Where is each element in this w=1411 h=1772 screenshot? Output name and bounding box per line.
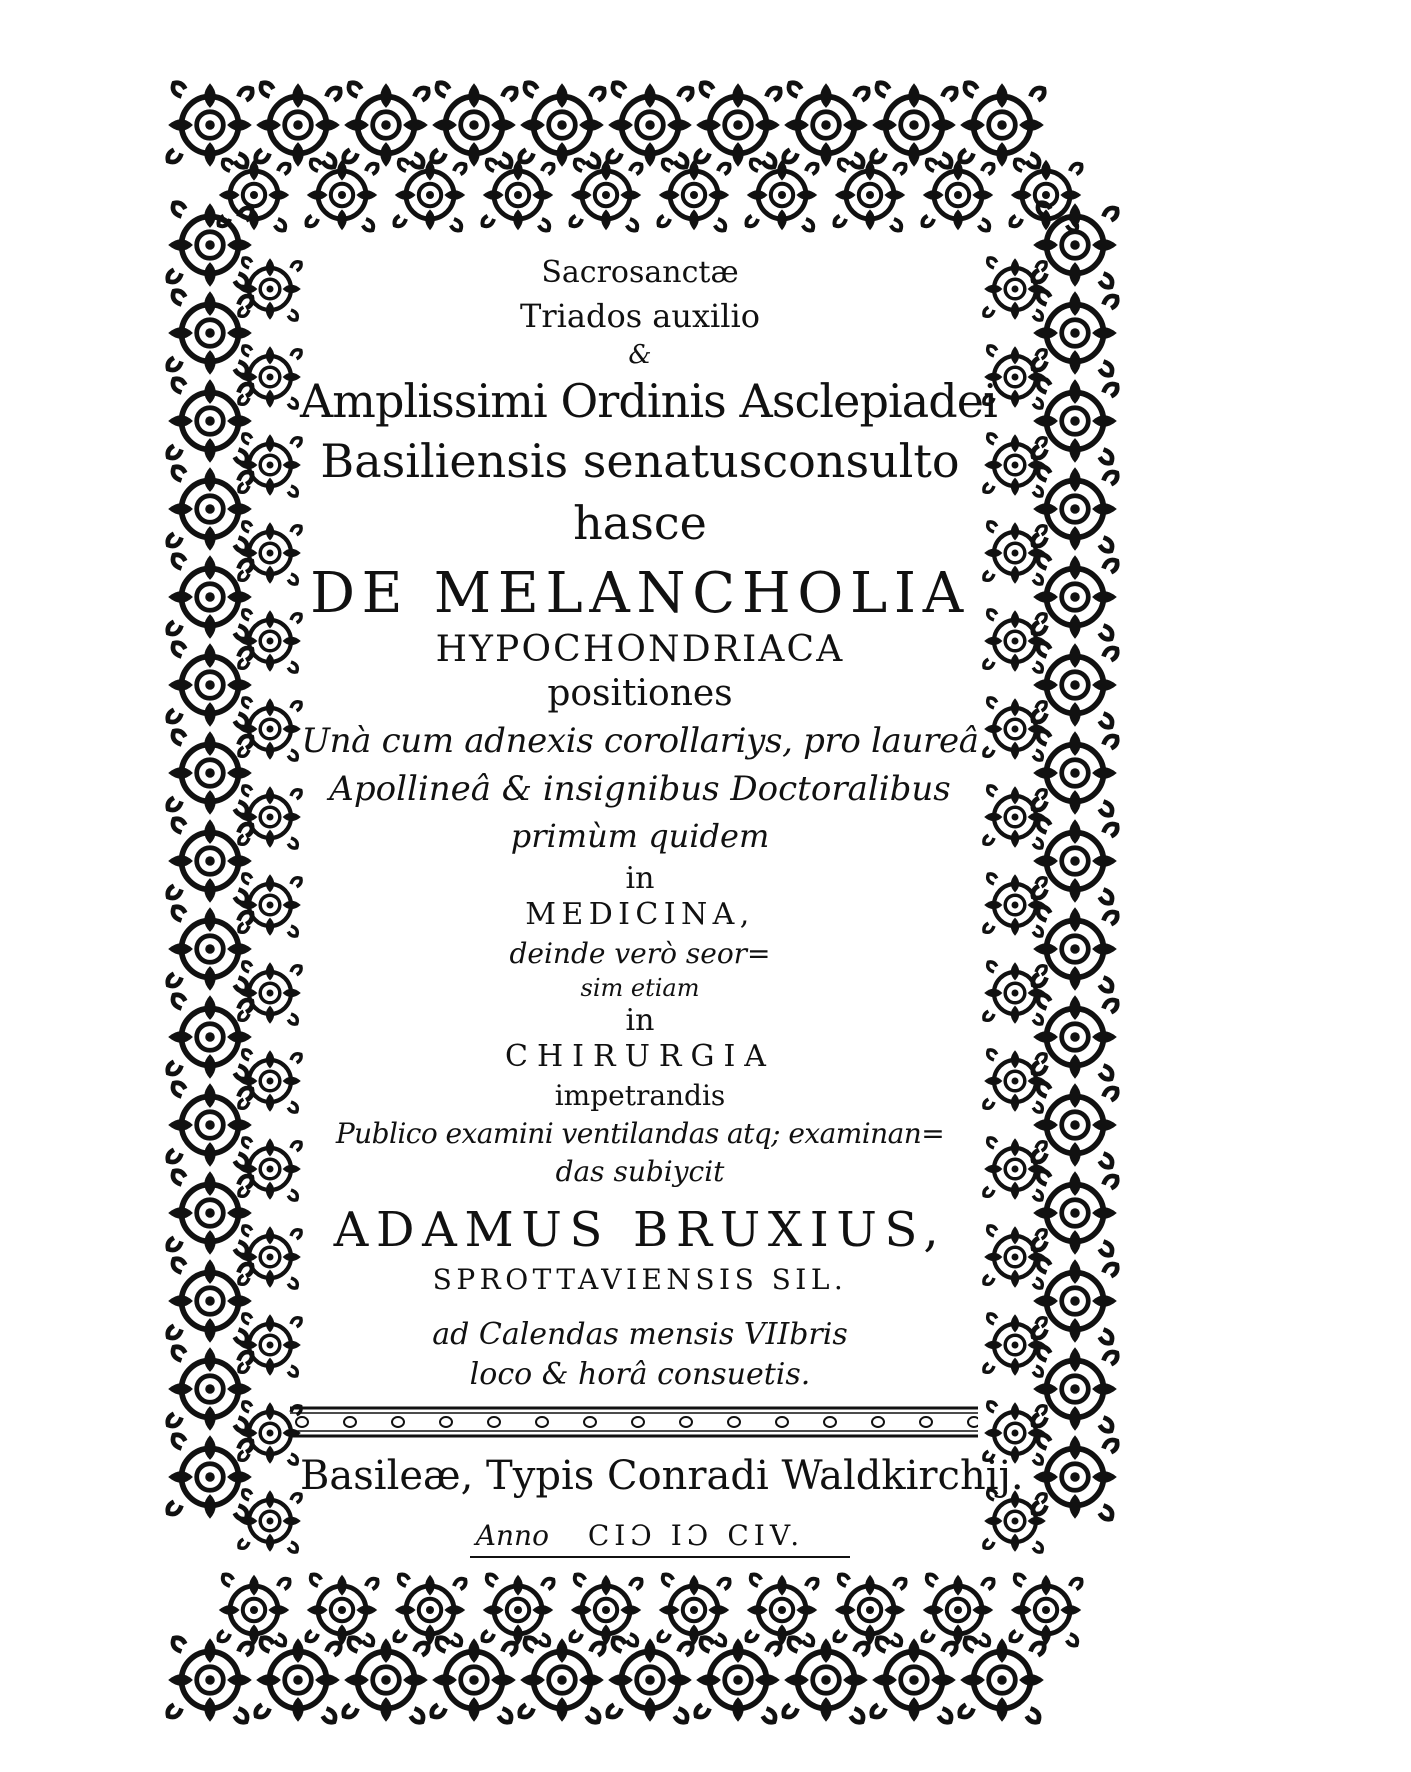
title-line-das-subiycit: das subiycit — [555, 1155, 725, 1188]
border-ornament — [960, 1638, 1044, 1722]
border-ornament — [1033, 467, 1117, 551]
border-ornament — [306, 159, 377, 230]
rule-bead — [296, 1417, 308, 1427]
border-ornament — [1033, 1435, 1117, 1519]
border-ornament — [344, 83, 428, 167]
decorative-rule — [290, 1404, 978, 1440]
border-ornament — [570, 159, 641, 230]
date-line-2: loco & horâ consuetis. — [469, 1357, 811, 1392]
border-ornament — [746, 1574, 817, 1645]
title-line-una-cum: Unà cum adnexis corollariys, pro laureâ — [301, 721, 979, 761]
border-ornament — [239, 610, 301, 672]
border-ornament — [432, 83, 516, 167]
rule-bead — [824, 1417, 836, 1427]
border-ornament — [872, 1638, 956, 1722]
border-ornament — [1033, 907, 1117, 991]
rule-bead — [920, 1417, 932, 1427]
border-ornament — [834, 1574, 905, 1645]
border-ornament — [239, 434, 301, 496]
border-ornament — [168, 1347, 252, 1431]
border-ornament — [746, 159, 817, 230]
border-ornament — [239, 786, 301, 848]
border-ornament — [218, 159, 289, 230]
border-ornament — [1033, 291, 1117, 375]
rule-bead — [536, 1417, 548, 1427]
border-ornament — [239, 962, 301, 1024]
border-ornament — [872, 83, 956, 167]
title-line-publico: Publico examini ventilandas atq; examinan= — [335, 1117, 945, 1150]
border-ornament — [168, 1259, 252, 1343]
border-ornament — [168, 1083, 252, 1167]
border-ornament — [239, 346, 301, 408]
title-line-sim-etiam: sim etiam — [580, 974, 700, 1002]
border-ornament — [608, 83, 692, 167]
border-ornament — [520, 83, 604, 167]
title-line-apollinea: Apollineâ & insignibus Doctoralibus — [329, 769, 951, 809]
border-ornament — [168, 83, 252, 167]
border-ornament — [168, 643, 252, 727]
title-line-de-melancholia: DE MELANCHOLIA — [310, 561, 970, 626]
border-ornament — [482, 1574, 553, 1645]
border-ornament — [696, 1638, 780, 1722]
title-line-in-2: in — [625, 1003, 655, 1038]
border-ornament — [239, 874, 301, 936]
title-line-triados: Triados auxilio — [520, 297, 760, 335]
border-ornament — [570, 1574, 641, 1645]
title-line-medicina: MEDICINA, — [525, 897, 755, 932]
border-ornament — [1010, 1574, 1081, 1645]
border-ornament — [922, 159, 993, 230]
rule-bead — [632, 1417, 644, 1427]
border-ornament — [834, 159, 905, 230]
border-ornament — [984, 610, 1046, 672]
author-origin: SPROTTAVIENSIS SIL. — [432, 1263, 848, 1296]
title-line-amplissimi: Amplissimi Ordinis Asclepiadei — [300, 374, 997, 428]
border-ornament — [1033, 731, 1117, 815]
border-ornament — [984, 434, 1046, 496]
border-ornament — [239, 1226, 301, 1288]
rule-bead — [728, 1417, 740, 1427]
year-line — [300, 1519, 980, 1552]
year-numeral: CIƆ IƆ CIV. — [587, 1519, 805, 1552]
border-ornament — [696, 83, 780, 167]
rule-bead — [680, 1417, 692, 1427]
border-ornament — [1033, 1347, 1117, 1431]
border-ornament — [1033, 995, 1117, 1079]
border-ornament — [984, 258, 1046, 320]
border-ornament — [1033, 819, 1117, 903]
border-ornament — [239, 1314, 301, 1376]
border-ornament — [984, 1050, 1046, 1112]
border-ornament — [1033, 1171, 1117, 1255]
border-ornament — [239, 1138, 301, 1200]
title-line-ampersand: & — [628, 340, 652, 370]
border-ornament — [960, 83, 1044, 167]
title-line-in-1: in — [625, 861, 655, 896]
rule-bead — [872, 1417, 884, 1427]
border-ornament — [984, 1226, 1046, 1288]
border-ornament — [239, 1050, 301, 1112]
border-ornament — [168, 555, 252, 639]
border-ornament — [168, 819, 252, 903]
author-name: ADAMUS BRUXIUS, — [333, 1202, 947, 1258]
imprint: Basileæ, Typis Conradi Waldkirchij. — [300, 1453, 1024, 1499]
title-line-chirurgia: CHIRURGIA — [505, 1039, 775, 1074]
border-ornament — [922, 1574, 993, 1645]
border-ornament — [394, 159, 465, 230]
border-ornament — [168, 907, 252, 991]
title-line-basiliensis: Basiliensis senatusconsulto — [320, 434, 960, 488]
year-word: Anno — [475, 1519, 549, 1552]
rule-bead — [392, 1417, 404, 1427]
border-ornament — [984, 1490, 1046, 1552]
border-ornament — [984, 1138, 1046, 1200]
rule-bead — [344, 1417, 356, 1427]
border-ornament — [608, 1638, 692, 1722]
border-ornament — [984, 786, 1046, 848]
border-ornament — [218, 1574, 289, 1645]
border-ornament — [1033, 203, 1117, 287]
border-ornament — [984, 1314, 1046, 1376]
border-ornament — [432, 1638, 516, 1722]
border-ornament — [520, 1638, 604, 1722]
date-line-1: ad Calendas mensis VIIbris — [432, 1317, 848, 1352]
border-ornament — [482, 159, 553, 230]
border-ornament — [1033, 643, 1117, 727]
border-ornament — [984, 962, 1046, 1024]
rule-bead — [440, 1417, 452, 1427]
border-ornament — [239, 698, 301, 760]
border-ornament — [168, 379, 252, 463]
rule-bead — [584, 1417, 596, 1427]
title-line-hasce: hasce — [573, 496, 707, 550]
border-ornament — [168, 731, 252, 815]
border-ornament — [239, 258, 301, 320]
border-ornament — [306, 1574, 377, 1645]
border-ornament — [784, 1638, 868, 1722]
rule-bead — [776, 1417, 788, 1427]
border-ornament — [168, 203, 252, 287]
border-ornament — [1033, 555, 1117, 639]
border-ornament — [784, 83, 868, 167]
rule-bead — [968, 1417, 978, 1427]
title-line-hypochondriaca: HYPOCHONDRIACA — [435, 629, 845, 670]
border-ornament — [239, 522, 301, 584]
border-ornament — [1033, 1083, 1117, 1167]
rule-bead — [488, 1417, 500, 1427]
border-ornament — [168, 1638, 252, 1722]
border-ornament — [658, 1574, 729, 1645]
border-ornament — [239, 1490, 301, 1552]
border-ornament — [344, 1638, 428, 1722]
border-ornament — [394, 1574, 465, 1645]
border-ornament — [256, 1638, 340, 1722]
border-ornament — [168, 1435, 252, 1519]
border-ornament — [658, 159, 729, 230]
title-line-positiones: positiones — [547, 673, 733, 714]
title-line-deinde: deinde verò seor= — [509, 937, 771, 970]
border-ornament — [1033, 379, 1117, 463]
border-ornament — [256, 83, 340, 167]
border-ornament — [168, 995, 252, 1079]
border-ornament — [984, 522, 1046, 584]
year-underline — [470, 1556, 850, 1558]
title-line-primum: primùm quidem — [510, 817, 770, 855]
title-line-sacrosanctae: Sacrosanctæ — [541, 255, 739, 290]
border-ornament — [168, 1171, 252, 1255]
title-line-impetrandis: impetrandis — [554, 1079, 726, 1112]
border-ornament — [168, 467, 252, 551]
border-ornament — [984, 874, 1046, 936]
border-ornament — [984, 698, 1046, 760]
border-ornament — [168, 291, 252, 375]
border-ornament — [1033, 1259, 1117, 1343]
